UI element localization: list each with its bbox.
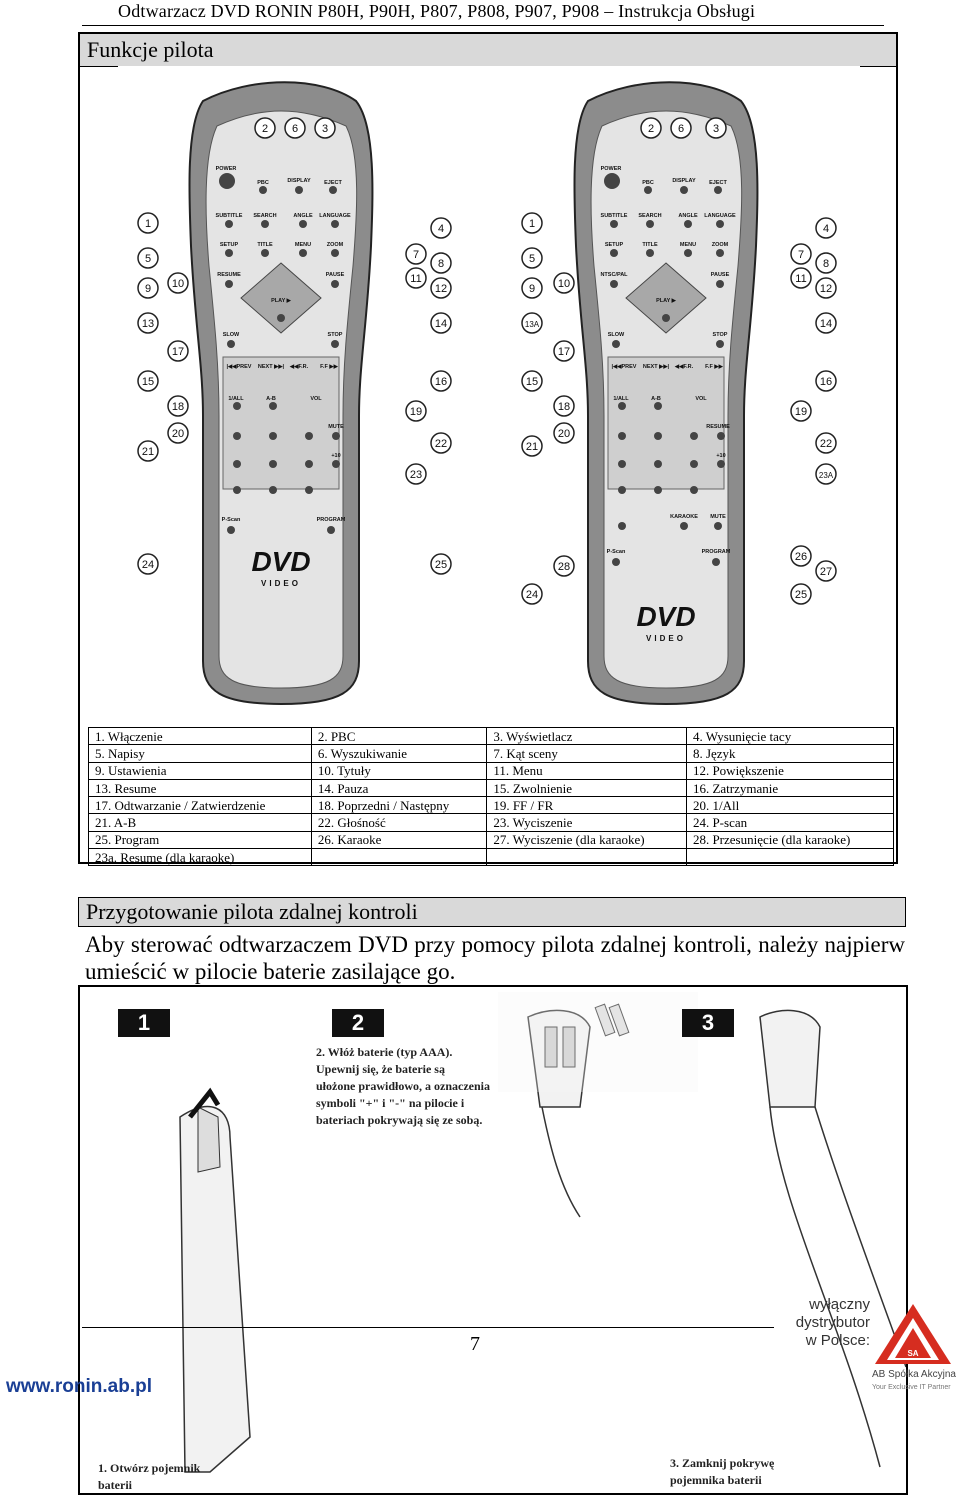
legend-cell: 1. Włączenie	[89, 728, 312, 745]
legend-cell	[686, 849, 893, 866]
remote2-label-title: TITLE	[642, 242, 658, 248]
function-legend-table	[88, 727, 894, 866]
remote-label-ab: A-B	[266, 396, 276, 402]
footer-rule	[82, 1327, 774, 1328]
section2-title: Przygotowanie pilota zdalnej kontroli	[78, 897, 906, 927]
remote-label-program: PROGRAM	[316, 517, 346, 523]
legend-cell: 6. Wyszukiwanie	[311, 745, 486, 762]
legend-cell: 18. Poprzedni / Następny	[311, 797, 486, 814]
step1-caption-line2: baterii	[98, 1478, 132, 1492]
step2-caption-line5: bateriach pokrywają się ze sobą.	[316, 1113, 483, 1127]
distributor-line3: w Polsce:	[805, 1332, 870, 1349]
remote-label-pause: PAUSE	[325, 272, 345, 278]
legend-cell: 20. 1/All	[686, 797, 893, 814]
callout-number: 16	[434, 376, 448, 388]
callout-number: 21	[141, 446, 155, 458]
remote2-label-search: SEARCH	[638, 213, 662, 219]
remote-label-all: 1/ALL	[228, 396, 244, 402]
callout-number: 14	[819, 318, 833, 330]
callout-number: 15	[141, 376, 155, 388]
distributor-line1: wyłączny	[809, 1296, 870, 1313]
callout-number: 1	[528, 218, 536, 230]
company-tagline: Your Exclusive IT Partner	[872, 1384, 951, 1391]
legend-cell: 15. Zwolnienie	[487, 779, 687, 796]
callout-number: 8	[822, 258, 830, 270]
legend-cell: 8. Język	[686, 745, 893, 762]
video-logo-text-2: VIDEO	[646, 634, 686, 643]
remote2-label-power: POWER	[600, 166, 622, 172]
callout-number: 22	[434, 438, 448, 450]
legend-cell: 19. FF / FR	[487, 797, 687, 814]
remote2-label-slow: SLOW	[607, 332, 625, 338]
remote2-label-vol: VOL	[695, 396, 707, 402]
remote-functions-section	[78, 32, 898, 864]
remote2-label-all: 1/ALL	[613, 396, 629, 402]
remote-label-mute: MUTE	[328, 424, 344, 430]
remote-label-title: TITLE	[257, 242, 273, 248]
step3-caption-line1: 3. Zamknij pokrywę	[670, 1456, 775, 1470]
remote-label-zoom: ZOOM	[326, 242, 344, 248]
callout-number: 27	[819, 566, 833, 578]
callout-number: 17	[171, 346, 185, 358]
callout-number: 20	[171, 428, 185, 440]
step2-caption	[316, 1044, 490, 1129]
legend-cell: 26. Karaoke	[311, 831, 486, 848]
callout-number: 18	[557, 401, 571, 413]
legend-cell: 5. Napisy	[89, 745, 312, 762]
callout-number: 14	[434, 318, 448, 330]
legend-cell: 12. Powiększenie	[686, 762, 893, 779]
dvd-logo-text: DVD	[251, 546, 311, 577]
step1-badge: 1	[118, 1009, 170, 1037]
remote2-label-ab: A-B	[651, 396, 661, 402]
legend-cell: 16. Zatrzymanie	[686, 779, 893, 796]
legend-cell	[311, 849, 486, 866]
callout-number: 28	[557, 561, 571, 573]
remote-label-display: DISPLAY	[287, 178, 311, 184]
callout-number: 11	[410, 273, 422, 285]
video-logo-text: VIDEO	[261, 579, 301, 588]
remote-label-menu: MENU	[294, 242, 312, 248]
remote2-label-program: PROGRAM	[701, 549, 731, 555]
remote2-label-setup: SETUP	[604, 242, 624, 248]
remote2-label-stop: STOP	[712, 332, 728, 338]
remote-label-next: NEXT ▶▶|	[257, 364, 285, 370]
remote2-label-karaoke: KARAOKE	[670, 514, 698, 520]
callout-number: 25	[434, 559, 448, 571]
remote2-label-zoom: ZOOM	[711, 242, 729, 248]
remote-label-resume: RESUME	[217, 272, 241, 278]
callout-number: 3	[321, 123, 329, 135]
callout-number: 5	[144, 253, 152, 265]
callout-number: 11	[795, 273, 807, 285]
step2-caption-line4: symboli "+" i "-" na pilocie i	[316, 1096, 465, 1110]
legend-row	[89, 831, 894, 848]
remote-label-stop: STOP	[327, 332, 343, 338]
remote-label-prev: |◀◀PREV	[226, 364, 252, 370]
callout-number: 18	[171, 401, 185, 413]
remote2-label-next: NEXT ▶▶|	[642, 364, 670, 370]
callout-number: 25	[794, 589, 808, 601]
callout-number: 9	[528, 283, 536, 295]
remote2-label-plus10: +10	[716, 453, 726, 459]
remote2-label-menu: MENU	[679, 242, 697, 248]
callout-number: 13	[141, 318, 155, 330]
section2-paragraph: Aby sterować odtwarzaczem DVD przy pomocy pilota zdalnej kontroli, należy najpierw umieścić w pilocie baterie zasilające go.	[85, 932, 905, 984]
battery-steps-illustration	[78, 985, 908, 1495]
step1-caption-line1: 1. Otwórz pojemnik	[98, 1461, 201, 1475]
remote2-label-subtitle: SUBTITLE	[600, 213, 628, 219]
callout-number: 23A	[818, 471, 834, 480]
remote2-label-prev: |◀◀PREV	[611, 364, 637, 370]
callout-number: 4	[822, 223, 830, 235]
callout-number: 13A	[524, 320, 540, 329]
legend-row	[89, 728, 894, 745]
remote2-label-angle: ANGLE	[678, 213, 698, 219]
remote2-label-ff: F.F ▶▶	[705, 364, 723, 370]
remote2-label-display: DISPLAY	[672, 178, 696, 184]
legend-row	[89, 797, 894, 814]
callout-number: 7	[797, 249, 805, 261]
distributor-line2: dystrybutor	[795, 1314, 870, 1331]
callout-number: 4	[437, 223, 445, 235]
legend-cell: 27. Wyciszenie (dla karaoke)	[487, 831, 687, 848]
legend-row	[89, 779, 894, 796]
remote-label-pbc: PBC	[257, 180, 269, 186]
legend-cell: 2. PBC	[311, 728, 486, 745]
callout-number: 6	[291, 123, 299, 135]
remote-label-fr: ◀◀F.R.	[289, 364, 309, 370]
legend-cell: 4. Wysunięcie tacy	[686, 728, 893, 745]
callout-number: 6	[677, 123, 685, 135]
remote2-label-play: PLAY ▶	[656, 298, 676, 304]
remote-diagrams	[118, 66, 860, 756]
step2-caption-line2: Upewnij się, że baterie są	[316, 1062, 445, 1076]
remote-label-ff: F.F ▶▶	[320, 364, 338, 370]
legend-cell: 17. Odtwarzanie / Zatwierdzenie	[89, 797, 312, 814]
ab-logo-text: SA	[907, 1349, 919, 1358]
callout-number: 21	[525, 441, 539, 453]
remote2-label-resume: RESUME	[706, 424, 730, 430]
remote-label-pscan: P-Scan	[221, 517, 241, 523]
callout-number: 7	[412, 249, 420, 261]
page-header: Odtwarzacz DVD RONIN P80H, P90H, P807, P808, P907, P908 – Instrukcja Obsługi	[118, 1, 756, 21]
website-link[interactable]: www.ronin.ab.pl	[6, 1376, 153, 1397]
callout-number: 24	[525, 589, 539, 601]
remote-label-plus10: +10	[331, 453, 341, 459]
remote-label-slow: SLOW	[222, 332, 240, 338]
ab-logo-icon	[873, 1300, 953, 1368]
remote2-label-pause: PAUSE	[710, 272, 730, 278]
legend-cell: 22. Głośność	[311, 814, 486, 831]
legend-cell: 28. Przesunięcie (dla karaoke)	[686, 831, 893, 848]
remote2-label-fr: ◀◀F.R.	[674, 364, 694, 370]
legend-cell	[487, 849, 687, 866]
callout-number: 12	[434, 283, 448, 295]
remote2-label-pbc: PBC	[642, 180, 654, 186]
step2-badge: 2	[332, 1009, 384, 1037]
callout-number: 2	[647, 123, 655, 135]
callout-number: 12	[819, 283, 833, 295]
legend-cell: 21. A-B	[89, 814, 312, 831]
legend-cell: 7. Kąt sceny	[487, 745, 687, 762]
legend-row	[89, 814, 894, 831]
remote-label-eject: EJECT	[324, 180, 342, 186]
callout-number: 15	[525, 376, 539, 388]
company-name: AB Spółka Akcyjna	[872, 1369, 956, 1380]
callout-number: 2	[261, 123, 269, 135]
page-number: 7	[470, 1333, 480, 1355]
callout-number: 19	[794, 406, 808, 418]
callout-number: 16	[819, 376, 833, 388]
callout-number: 8	[437, 258, 445, 270]
step2-caption-line1: 2. Włóż baterie (typ AAA).	[316, 1045, 453, 1059]
legend-row	[89, 849, 894, 866]
remote-label-angle: ANGLE	[293, 213, 313, 219]
distributor-text	[790, 1296, 870, 1350]
remote2-label-language: LANGUAGE	[704, 213, 736, 219]
legend-row	[89, 745, 894, 762]
remote-label-language: LANGUAGE	[319, 213, 351, 219]
callout-number: 17	[557, 346, 571, 358]
legend-cell: 23. Wyciszenie	[487, 814, 687, 831]
legend-cell: 3. Wyświetlacz	[487, 728, 687, 745]
callout-number: 9	[144, 283, 152, 295]
dvd-logo-text-2: DVD	[636, 601, 696, 632]
legend-cell: 13. Resume	[89, 779, 312, 796]
callout-number: 22	[819, 438, 833, 450]
step1-caption	[98, 1460, 200, 1494]
remote-label-power: POWER	[215, 166, 237, 172]
remote-label-search: SEARCH	[253, 213, 277, 219]
legend-cell: 9. Ustawienia	[89, 762, 312, 779]
remote-label-subtitle: SUBTITLE	[215, 213, 243, 219]
legend-row	[89, 762, 894, 779]
legend-cell: 10. Tytuły	[311, 762, 486, 779]
callout-number: 10	[557, 278, 571, 290]
callout-number: 5	[528, 253, 536, 265]
remote-label-vol: VOL	[310, 396, 322, 402]
remote-label-play: PLAY ▶	[271, 298, 291, 304]
callout-number: 26	[794, 551, 808, 563]
legend-cell: 23a. Resume (dla karaoke)	[89, 849, 312, 866]
remote2-label-ntsc: NTSC/PAL	[600, 272, 628, 278]
legend-cell: 14. Pauza	[311, 779, 486, 796]
callout-number: 23	[409, 469, 423, 481]
step3-caption	[670, 1455, 774, 1489]
step2-caption-line3: ułożone prawidłowo, a oznaczenia	[316, 1079, 490, 1093]
callout-number: 1	[144, 218, 152, 230]
remote2-label-eject: EJECT	[709, 180, 727, 186]
callout-number: 3	[712, 123, 720, 135]
remote2-label-mute: MUTE	[710, 514, 726, 520]
callout-number: 10	[171, 278, 185, 290]
legend-cell: 25. Program	[89, 831, 312, 848]
remote2-label-pscan: P-Scan	[606, 549, 626, 555]
callout-number: 19	[409, 406, 423, 418]
callout-number: 24	[141, 559, 155, 571]
step3-badge: 3	[682, 1009, 734, 1037]
callout-number: 20	[557, 428, 571, 440]
section-title: Funkcje pilota	[80, 34, 896, 67]
header-rule	[82, 25, 884, 26]
remote-label-setup: SETUP	[219, 242, 239, 248]
legend-cell: 11. Menu	[487, 762, 687, 779]
legend-cell: 24. P-scan	[686, 814, 893, 831]
step3-caption-line2: pojemnika baterii	[670, 1473, 762, 1487]
